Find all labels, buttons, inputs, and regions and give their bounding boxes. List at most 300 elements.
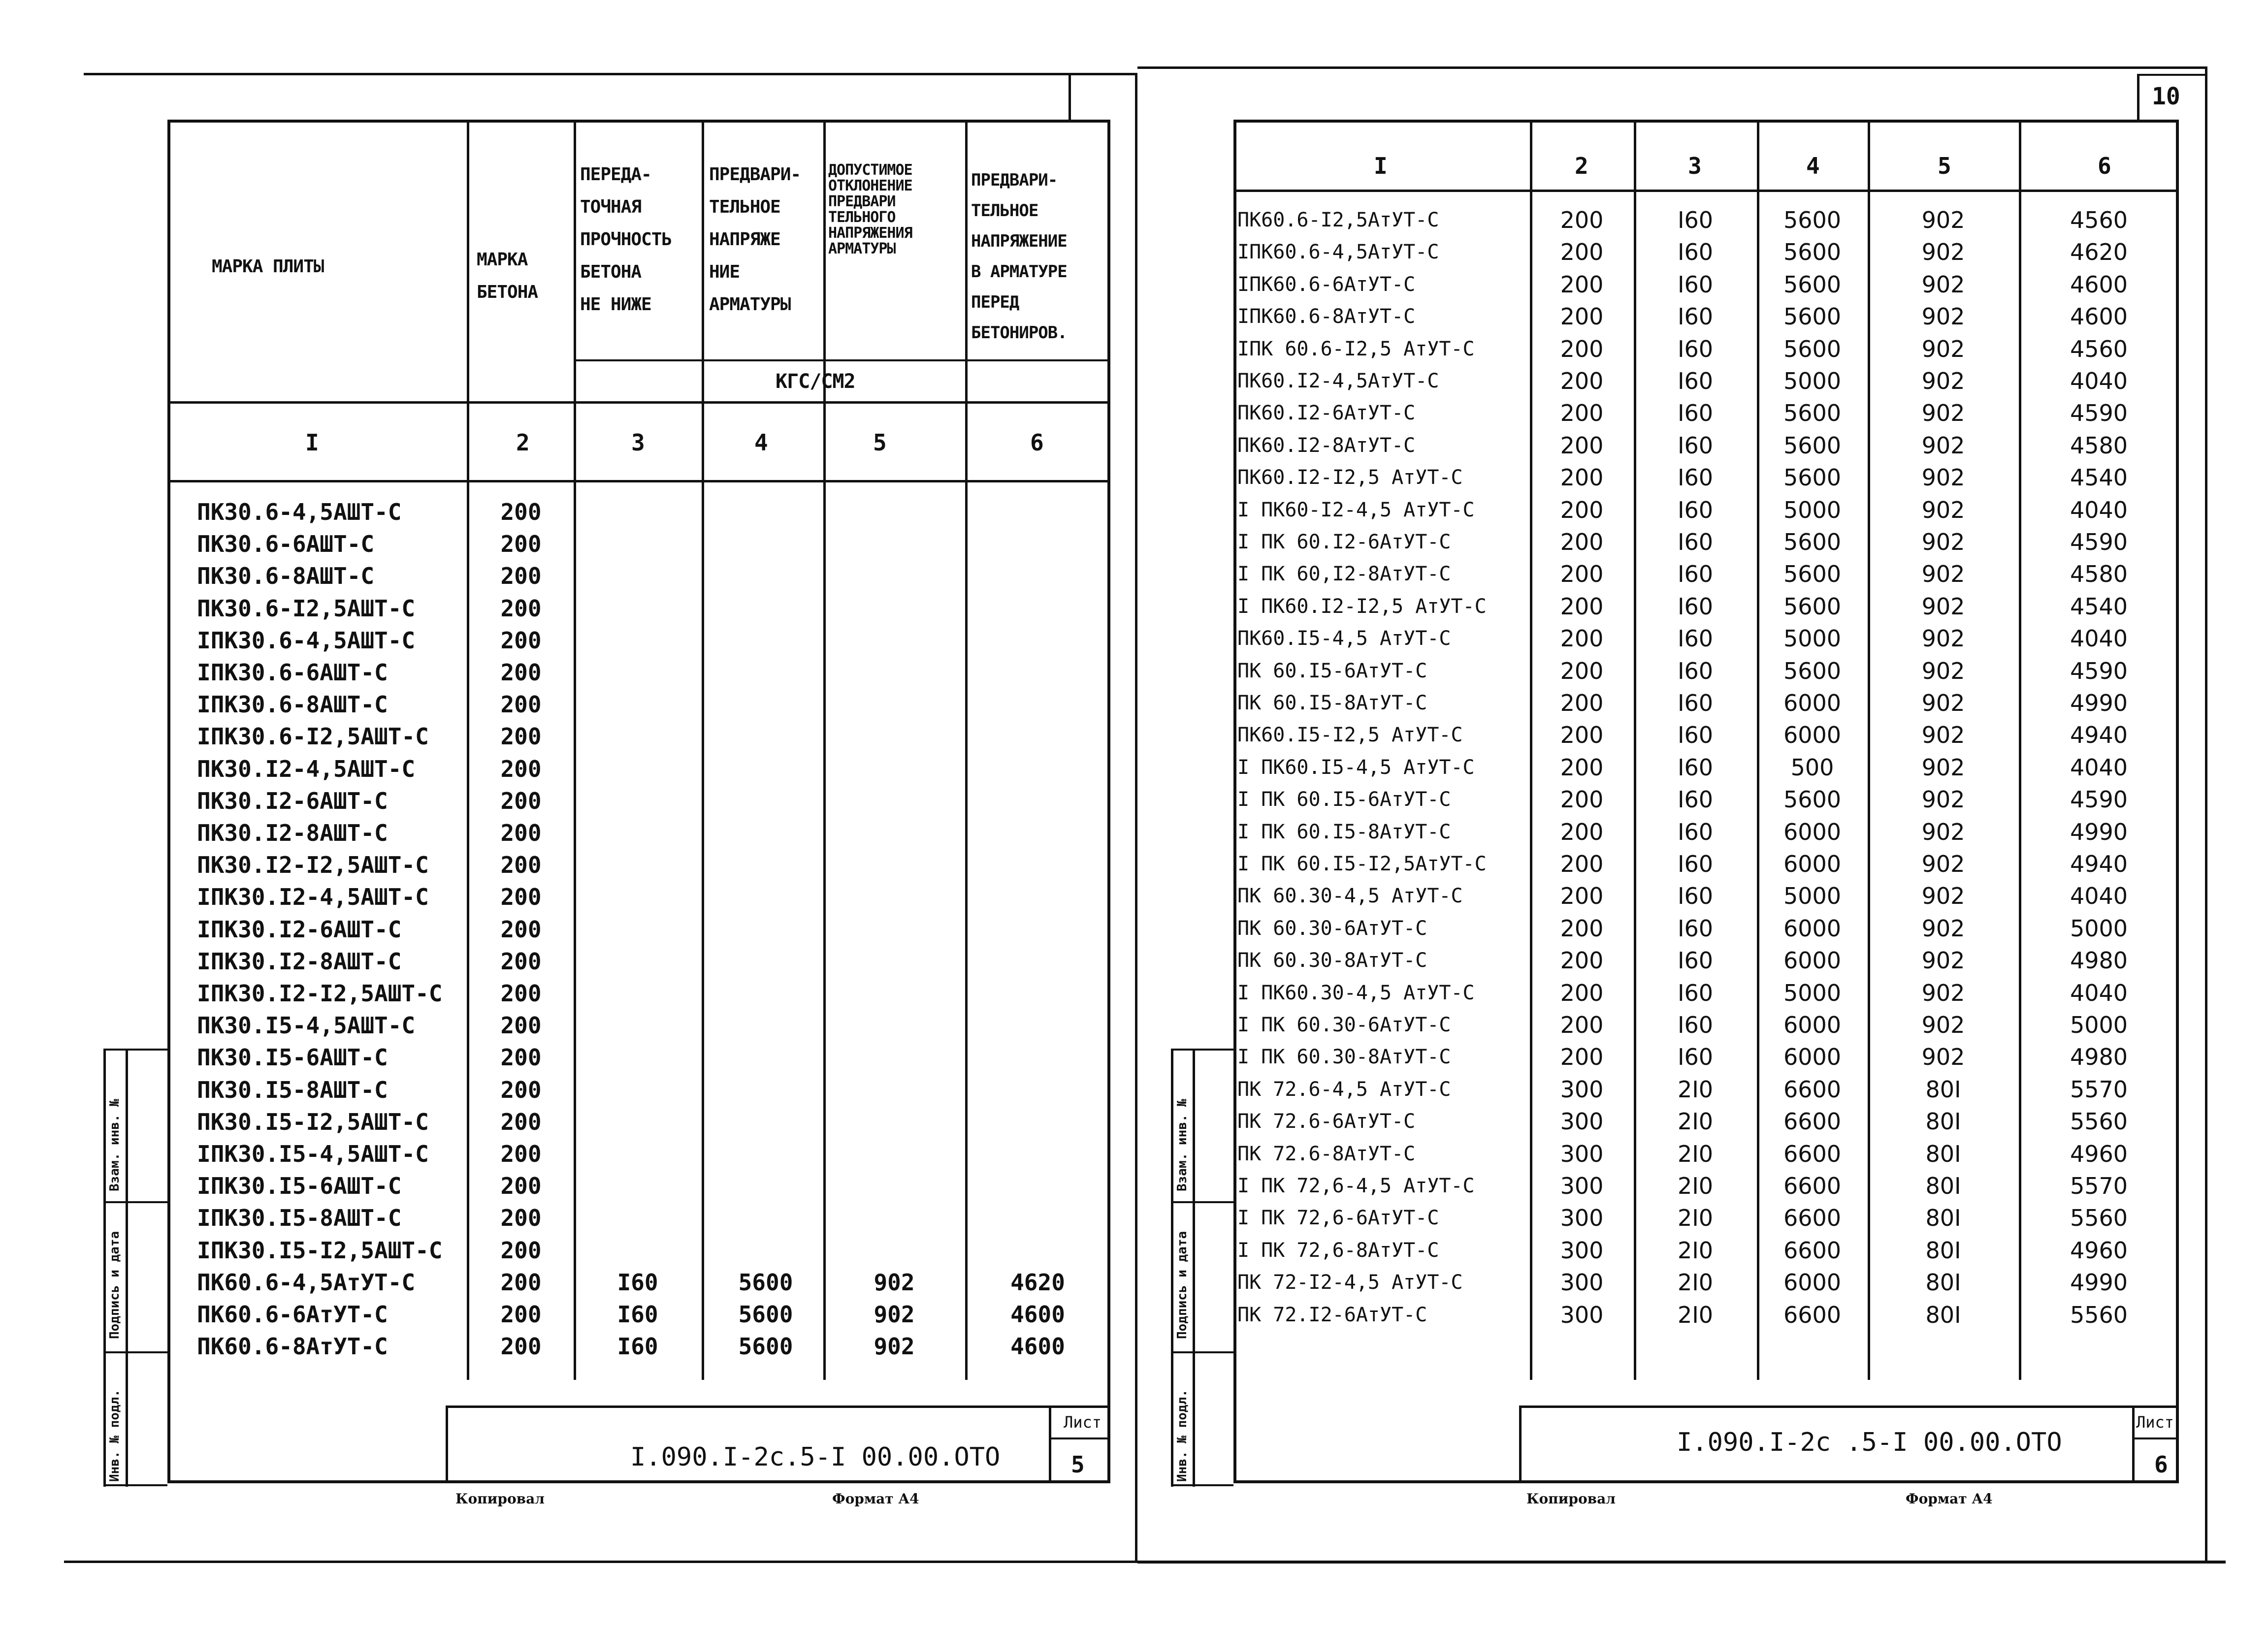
cell-value-col-2: 200	[500, 531, 542, 558]
cell-plate-mark: I ПК 60.I2-6АтУТ-С	[1237, 531, 1451, 553]
table-row	[1233, 913, 2179, 945]
cell-plate-mark: I ПК 60.I5-6АтУТ-С	[1237, 788, 1451, 811]
cell-value-col-3: I60	[1677, 947, 1714, 974]
cell-value-col-4: 5600	[1783, 271, 1842, 298]
cell-value-col-4: 5000	[1783, 979, 1842, 1006]
cell-value-col-2: 300	[1560, 1301, 1604, 1328]
cell-value-col-5: 80I	[1925, 1301, 1961, 1328]
header-plate-mark: МАРКА ПЛИТЫ	[212, 256, 324, 277]
cell-plate-mark: IПК30.I5-I2,5АШТ-С	[197, 1237, 443, 1264]
cell-plate-mark: ПК30.I2-8АШТ-С	[197, 820, 388, 846]
cell-plate-mark: ПК30.6-6АШТ-С	[197, 531, 375, 558]
cell-value-col-5: 902	[874, 1301, 915, 1328]
table-row	[167, 1074, 1110, 1106]
cell-value-col-4: 6000	[1783, 690, 1842, 716]
cell-value-col-3: I60	[1677, 561, 1714, 588]
left-stamp-code: I.090.I-2с.5-I 00.00.ОТО	[630, 1442, 1001, 1472]
cell-value-col-4: 5600	[1783, 561, 1842, 588]
cell-value-col-4: 5600	[1783, 464, 1842, 491]
cell-value-col-5: 902	[1921, 754, 1965, 781]
table-row	[1233, 1170, 2179, 1202]
cell-value-col-3: I60	[1677, 432, 1714, 459]
cell-value-col-3: I60	[1677, 754, 1714, 781]
cell-value-col-6: 4040	[2070, 496, 2128, 523]
cell-value-col-6: 4600	[1010, 1301, 1065, 1328]
header-allowable-deviation: ДОПУСТИМОЕ ОТКЛОНЕНИЕ ПРЕДВАРИ ТЕЛЬНОГО НАПРЯЖЕНИЯ АРМАТУРЫ	[828, 161, 912, 257]
cell-value-col-2: 200	[1560, 690, 1604, 716]
table-row	[1233, 1041, 2179, 1073]
cell-plate-mark: I ПК 60.I5-8АтУТ-С	[1237, 820, 1451, 843]
table-row	[167, 1010, 1110, 1042]
cell-plate-mark: IПК30.6-8АШТ-С	[197, 691, 388, 718]
cell-value-col-3: I60	[1677, 335, 1714, 362]
cell-value-col-6: 4040	[2070, 625, 2128, 652]
cell-value-col-3: 2I0	[1677, 1205, 1714, 1232]
cell-plate-mark: ПК 72-I2-4,5 АтУТ-С	[1237, 1271, 1463, 1294]
table-row	[1233, 462, 2179, 494]
cell-value-col-4: 5600	[738, 1301, 793, 1328]
cell-value-col-2: 200	[500, 1205, 542, 1232]
cell-plate-mark: I ПК 60.30-6АтУТ-С	[1237, 1014, 1451, 1036]
cell-value-col-6: 5570	[2070, 1173, 2128, 1199]
cell-value-col-2: 200	[1560, 625, 1604, 652]
table-row	[1233, 623, 2179, 655]
right-side-label-replace-inv: Взам. инв. №	[1175, 1099, 1190, 1191]
cell-value-col-3: I60	[1677, 657, 1714, 684]
table-row	[1233, 526, 2179, 558]
right-table-body	[1233, 204, 2179, 1337]
cell-value-col-6: 5560	[2070, 1108, 2128, 1135]
cell-plate-mark: ПК60.6-6АтУТ-С	[197, 1301, 388, 1328]
cell-plate-mark: IПК30.I5-8АШТ-С	[197, 1205, 402, 1232]
right-stamp-code: I.090.I-2с .5-I 00.00.ОТО	[1677, 1428, 2062, 1457]
cell-value-col-6: 4940	[2070, 722, 2128, 749]
cell-value-col-2: 200	[500, 755, 542, 782]
table-row	[1233, 430, 2179, 462]
table-row	[167, 817, 1110, 849]
table-row	[1233, 333, 2179, 365]
cell-value-col-3: I60	[1677, 690, 1714, 716]
cell-value-col-2: 300	[1560, 1108, 1604, 1135]
cell-plate-mark: IПК30.6-6АШТ-С	[197, 659, 388, 686]
cell-value-col-4: 6600	[1783, 1076, 1842, 1103]
cell-value-col-5: 902	[1921, 979, 1965, 1006]
cell-plate-mark: ПК 60.30-8АтУТ-С	[1237, 949, 1427, 972]
right-colnum-3: 3	[1688, 153, 1702, 179]
table-row	[1233, 977, 2179, 1009]
table-row	[167, 528, 1110, 560]
cell-value-col-2: 200	[1560, 593, 1604, 620]
table-row	[167, 657, 1110, 689]
cell-value-col-5: 80I	[1925, 1205, 1961, 1232]
cell-value-col-3: I60	[1677, 271, 1714, 298]
cell-plate-mark: ПК60.I2-8АтУТ-С	[1237, 434, 1416, 457]
right-footer-copied: Копировал	[1526, 1491, 1616, 1507]
cell-value-col-2: 200	[1560, 851, 1604, 877]
table-row	[1233, 301, 2179, 333]
cell-value-col-5: 902	[1921, 625, 1965, 652]
cell-value-col-6: 4590	[2070, 400, 2128, 427]
cell-value-col-4: 5600	[1783, 657, 1842, 684]
cell-value-col-2: 200	[500, 627, 542, 654]
cell-value-col-3: I60	[1677, 883, 1714, 910]
cell-value-col-2: 200	[1560, 786, 1604, 813]
left-colnum-1: I	[305, 429, 319, 456]
cell-value-col-5: 902	[1921, 464, 1965, 491]
cell-value-col-2: 200	[500, 884, 542, 911]
cell-value-col-4: 6600	[1783, 1140, 1842, 1167]
left-colnum-6: 6	[1030, 429, 1044, 456]
cell-value-col-6: 4600	[2070, 303, 2128, 330]
cell-value-col-2: 200	[500, 1269, 542, 1296]
cell-value-col-3: I60	[617, 1301, 658, 1328]
cell-value-col-5: 902	[874, 1333, 915, 1360]
cell-value-col-5: 902	[1921, 529, 1965, 555]
cell-value-col-3: I60	[1677, 786, 1714, 813]
cell-value-col-4: 6000	[1783, 722, 1842, 749]
cell-plate-mark: ПК60.6-I2,5АтУТ-С	[1237, 209, 1439, 231]
cell-value-col-6: 5560	[2070, 1301, 2128, 1328]
cell-value-col-2: 200	[1560, 239, 1604, 266]
header-transfer-strength: ПЕРЕДА- ТОЧНАЯ ПРОЧНОСТЬ БЕТОНА НЕ НИЖЕ	[580, 164, 672, 315]
table-row	[1233, 655, 2179, 687]
cell-plate-mark: ПК60.I2-I2,5 АтУТ-С	[1237, 466, 1463, 489]
table-row	[167, 625, 1110, 657]
cell-value-col-4: 500	[1790, 754, 1834, 781]
left-colnum-2: 2	[516, 429, 530, 456]
cell-value-col-6: 4990	[2070, 690, 2128, 716]
cell-value-col-3: I60	[1677, 593, 1714, 620]
cell-value-col-2: 200	[500, 1173, 542, 1200]
cell-plate-mark: ПК 72.I2-6АтУТ-С	[1237, 1303, 1427, 1326]
table-row	[167, 593, 1110, 625]
cell-value-col-2: 200	[1560, 207, 1604, 233]
cell-value-col-3: I60	[1677, 368, 1714, 394]
cell-value-col-2: 200	[500, 1076, 542, 1103]
cell-value-col-5: 902	[1921, 883, 1965, 910]
table-row	[167, 1267, 1110, 1299]
table-row	[167, 560, 1110, 592]
cell-value-col-5: 902	[1921, 335, 1965, 362]
cell-plate-mark: IПК 60.6-I2,5 АтУТ-С	[1237, 337, 1475, 360]
cell-value-col-6: 4540	[2070, 464, 2128, 491]
cell-value-col-3: I60	[1677, 207, 1714, 233]
table-row	[1233, 494, 2179, 526]
cell-value-col-5: 902	[1921, 593, 1965, 620]
right-sheet-number: 6	[2154, 1451, 2168, 1478]
cell-plate-mark: ПК 60.30-4,5 АтУТ-С	[1237, 885, 1463, 908]
cell-value-col-5: 902	[1921, 368, 1965, 394]
cell-value-col-5: 902	[1921, 947, 1965, 974]
cell-value-col-5: 902	[1921, 400, 1965, 427]
table-row	[1233, 1235, 2179, 1267]
cell-plate-mark: IПК30.I2-I2,5АШТ-С	[197, 980, 443, 1007]
cell-plate-mark: ПК60.I2-4,5АтУТ-С	[1237, 370, 1439, 392]
cell-value-col-3: I60	[1677, 303, 1714, 330]
table-row	[1233, 1138, 2179, 1170]
cell-value-col-6: 4990	[2070, 818, 2128, 845]
cell-value-col-2: 200	[500, 1301, 542, 1328]
cell-value-col-2: 200	[1560, 979, 1604, 1006]
cell-value-col-2: 200	[1560, 400, 1604, 427]
cell-value-col-5: 902	[874, 1269, 915, 1296]
cell-plate-mark: IПК60.6-6АтУТ-С	[1237, 273, 1416, 296]
cell-value-col-5: 80I	[1925, 1173, 1961, 1199]
left-colnum-4: 4	[754, 429, 768, 456]
cell-value-col-2: 200	[500, 1333, 542, 1360]
table-row	[1233, 880, 2179, 912]
cell-value-col-4: 6600	[1783, 1237, 1842, 1264]
cell-value-col-2: 200	[500, 820, 542, 846]
cell-plate-mark: I ПК60.30-4,5 АтУТ-С	[1237, 981, 1475, 1004]
cell-value-col-3: 2I0	[1677, 1301, 1714, 1328]
cell-value-col-2: 200	[1560, 561, 1604, 588]
cell-value-col-3: I60	[1677, 979, 1714, 1006]
cell-value-col-2: 200	[500, 787, 542, 814]
cell-plate-mark: ПК 60.I5-8АтУТ-С	[1237, 692, 1427, 714]
cell-value-col-2: 200	[500, 1237, 542, 1264]
table-row	[1233, 752, 2179, 784]
table-row	[167, 1331, 1110, 1363]
page-number: 10	[2152, 83, 2180, 110]
cell-value-col-4: 5000	[1783, 496, 1842, 523]
table-row	[167, 1235, 1110, 1267]
cell-value-col-2: 200	[500, 563, 542, 590]
cell-plate-mark: ПК30.I5-4,5АШТ-С	[197, 1012, 416, 1039]
cell-value-col-2: 200	[1560, 883, 1604, 910]
cell-value-col-4: 5600	[1783, 593, 1842, 620]
table-row	[1233, 236, 2179, 268]
cell-value-col-5: 902	[1921, 690, 1965, 716]
cell-plate-mark: IПК30.I2-8АШТ-С	[197, 948, 402, 975]
cell-value-col-2: 200	[500, 499, 542, 525]
cell-value-col-4: 5600	[1783, 786, 1842, 813]
cell-value-col-3: 2I0	[1677, 1140, 1714, 1167]
cell-plate-mark: IПК30.I2-6АШТ-С	[197, 916, 402, 943]
cell-value-col-4: 5600	[738, 1333, 793, 1360]
table-row	[167, 496, 1110, 528]
table-row	[167, 689, 1110, 721]
table-row	[167, 1170, 1110, 1202]
table-row	[1233, 1299, 2179, 1331]
right-footer-format: Формат А4	[1906, 1491, 1993, 1507]
cell-value-col-2: 200	[1560, 432, 1604, 459]
cell-value-col-5: 902	[1921, 915, 1965, 942]
cell-value-col-2: 200	[1560, 915, 1604, 942]
cell-value-col-5: 902	[1921, 561, 1965, 588]
cell-value-col-6: 4040	[2070, 368, 2128, 394]
cell-value-col-6: 4940	[2070, 851, 2128, 877]
table-row	[1233, 204, 2179, 236]
header-concrete-grade: МАРКА БЕТОНА	[477, 250, 538, 302]
cell-value-col-6: 4980	[2070, 1044, 2128, 1071]
cell-value-col-6: 4580	[2070, 561, 2128, 588]
cell-plate-mark: IПК60.6-8АтУТ-С	[1237, 305, 1416, 328]
cell-value-col-2: 200	[500, 723, 542, 750]
cell-plate-mark: I ПК 60.30-8АтУТ-С	[1237, 1046, 1451, 1069]
header-unit: КГС/СМ2	[776, 370, 855, 393]
cell-value-col-2: 200	[1560, 335, 1604, 362]
cell-value-col-4: 6600	[1783, 1108, 1842, 1135]
table-row	[167, 978, 1110, 1010]
cell-value-col-3: 2I0	[1677, 1269, 1714, 1296]
cell-plate-mark: ПК 60.I5-6АтУТ-С	[1237, 659, 1427, 682]
cell-value-col-6: 4040	[2070, 979, 2128, 1006]
cell-value-col-6: 5560	[2070, 1205, 2128, 1232]
table-row	[1233, 269, 2179, 301]
right-colnum-6: 6	[2098, 153, 2111, 179]
cell-plate-mark: I ПК60-I2-4,5 АтУТ-С	[1237, 498, 1475, 521]
cell-value-col-4: 5600	[738, 1269, 793, 1296]
cell-value-col-3: I60	[1677, 239, 1714, 266]
cell-plate-mark: ПК30.I5-6АШТ-С	[197, 1044, 388, 1071]
cell-value-col-5: 902	[1921, 657, 1965, 684]
left-sheet-label: Лист	[1064, 1413, 1102, 1432]
cell-value-col-3: I60	[1677, 851, 1714, 877]
cell-value-col-4: 6000	[1783, 1012, 1842, 1038]
right-colnum-2: 2	[1575, 153, 1588, 179]
cell-value-col-2: 200	[1560, 368, 1604, 394]
cell-value-col-2: 300	[1560, 1076, 1604, 1103]
cell-value-col-2: 200	[1560, 722, 1604, 749]
cell-value-col-2: 200	[500, 1044, 542, 1071]
table-row	[1233, 848, 2179, 880]
table-row	[1233, 784, 2179, 816]
cell-value-col-5: 902	[1921, 239, 1965, 266]
right-side-label-signature-date: Подпись и дата	[1175, 1231, 1190, 1339]
right-sheet-label: Лист	[2136, 1413, 2174, 1432]
table-row	[167, 849, 1110, 881]
left-colnum-3: 3	[631, 429, 645, 456]
cell-value-col-5: 80I	[1925, 1076, 1961, 1103]
table-row	[167, 881, 1110, 913]
cell-plate-mark: IПК30.I2-4,5АШТ-С	[197, 884, 429, 911]
cell-plate-mark: I ПК60.I2-I2,5 АтУТ-С	[1237, 595, 1487, 618]
cell-value-col-2: 200	[1560, 529, 1604, 555]
cell-value-col-4: 5600	[1783, 529, 1842, 555]
cell-value-col-6: 4590	[2070, 657, 2128, 684]
cell-value-col-6: 4560	[2070, 207, 2128, 233]
cell-value-col-2: 200	[1560, 947, 1604, 974]
table-row	[167, 1299, 1110, 1331]
cell-value-col-3: I60	[1677, 1044, 1714, 1071]
cell-value-col-5: 902	[1921, 207, 1965, 233]
cell-value-col-5: 80I	[1925, 1140, 1961, 1167]
cell-value-col-6: 4540	[2070, 593, 2128, 620]
cell-plate-mark: IПК30.I5-6АШТ-С	[197, 1173, 402, 1200]
cell-value-col-3: 2I0	[1677, 1237, 1714, 1264]
cell-value-col-6: 4560	[2070, 335, 2128, 362]
table-row	[167, 1042, 1110, 1074]
cell-value-col-5: 902	[1921, 496, 1965, 523]
table-row	[167, 721, 1110, 753]
cell-value-col-6: 4620	[2070, 239, 2128, 266]
cell-plate-mark: ПК30.6-I2,5АШТ-С	[197, 595, 416, 622]
cell-value-col-2: 200	[1560, 271, 1604, 298]
cell-value-col-6: 4960	[2070, 1140, 2128, 1167]
cell-plate-mark: I ПК 72,6-8АтУТ-С	[1237, 1239, 1439, 1262]
cell-value-col-3: I60	[1677, 464, 1714, 491]
table-row	[167, 1106, 1110, 1138]
cell-value-col-3: 2I0	[1677, 1173, 1714, 1199]
cell-value-col-5: 902	[1921, 1012, 1965, 1038]
cell-value-col-5: 902	[1921, 432, 1965, 459]
cell-value-col-4: 6600	[1783, 1173, 1842, 1199]
cell-value-col-4: 5600	[1783, 207, 1842, 233]
cell-value-col-3: I60	[617, 1333, 658, 1360]
cell-value-col-4: 6000	[1783, 915, 1842, 942]
cell-plate-mark: ПК30.I2-6АШТ-С	[197, 787, 388, 814]
table-row	[1233, 719, 2179, 751]
cell-value-col-4: 6000	[1783, 947, 1842, 974]
cell-plate-mark: IПК30.I5-4,5АШТ-С	[197, 1141, 429, 1167]
right-colnum-4: 4	[1806, 153, 1820, 179]
cell-value-col-6: 4590	[2070, 786, 2128, 813]
cell-plate-mark: ПК30.6-4,5АШТ-С	[197, 499, 402, 525]
left-footer-copied: Копировал	[455, 1491, 545, 1507]
cell-plate-mark: ПК60.I2-6АтУТ-С	[1237, 402, 1416, 425]
cell-value-col-2: 200	[1560, 1044, 1604, 1071]
cell-plate-mark: IПК30.6-4,5АШТ-С	[197, 627, 416, 654]
table-row	[1233, 365, 2179, 397]
cell-plate-mark: I ПК 60.I5-I2,5АтУТ-С	[1237, 853, 1487, 875]
table-row	[1233, 1074, 2179, 1106]
cell-value-col-2: 200	[500, 980, 542, 1007]
cell-value-col-2: 200	[1560, 1012, 1604, 1038]
cell-value-col-2: 300	[1560, 1140, 1604, 1167]
cell-plate-mark: ПК30.I5-8АШТ-С	[197, 1076, 388, 1103]
cell-value-col-4: 5600	[1783, 335, 1842, 362]
cell-value-col-2: 200	[1560, 464, 1604, 491]
cell-value-col-6: 4040	[2070, 883, 2128, 910]
cell-value-col-3: I60	[1677, 529, 1714, 555]
cell-plate-mark: ПК 72.6-6АтУТ-С	[1237, 1110, 1416, 1133]
cell-value-col-5: 80I	[1925, 1108, 1961, 1135]
cell-value-col-5: 902	[1921, 786, 1965, 813]
cell-value-col-2: 200	[500, 691, 542, 718]
cell-plate-mark: I ПК 72,6-6АтУТ-С	[1237, 1207, 1439, 1230]
cell-value-col-4: 5000	[1783, 883, 1842, 910]
cell-value-col-3: I60	[1677, 915, 1714, 942]
cell-value-col-2: 300	[1560, 1269, 1604, 1296]
cell-value-col-5: 902	[1921, 818, 1965, 845]
cell-plate-mark: ПК 72.6-8АтУТ-С	[1237, 1142, 1416, 1165]
cell-value-col-2: 200	[1560, 657, 1604, 684]
cell-value-col-5: 80I	[1925, 1269, 1961, 1296]
header-prestress: ПРЕДВАРИ- ТЕЛЬНОЕ НАПРЯЖЕ НИЕ АРМАТУРЫ	[709, 164, 801, 315]
left-side-label-signature-date: Подпись и дата	[107, 1231, 122, 1339]
table-row	[1233, 945, 2179, 977]
cell-value-col-2: 200	[500, 1108, 542, 1135]
cell-plate-mark: IПК60.6-4,5АтУТ-С	[1237, 241, 1439, 264]
cell-value-col-4: 5600	[1783, 400, 1842, 427]
cell-value-col-2: 200	[500, 852, 542, 879]
cell-plate-mark: ПК 60.30-6АтУТ-С	[1237, 917, 1427, 940]
left-footer-format: Формат А4	[832, 1491, 919, 1507]
cell-value-col-4: 6000	[1783, 1044, 1842, 1071]
cell-plate-mark: I ПК 60,I2-8АтУТ-С	[1237, 563, 1451, 586]
cell-value-col-4: 6000	[1783, 851, 1842, 877]
cell-plate-mark: ПК30.I2-4,5АШТ-С	[197, 755, 416, 782]
cell-value-col-2: 200	[500, 1141, 542, 1167]
right-side-label-inv-original: Инв. № подл.	[1175, 1389, 1190, 1482]
cell-value-col-4: 5600	[1783, 303, 1842, 330]
cell-value-col-6: 4620	[1010, 1269, 1065, 1296]
cell-value-col-2: 200	[500, 1012, 542, 1039]
cell-value-col-2: 200	[500, 659, 542, 686]
cell-value-col-3: I60	[1677, 1012, 1714, 1038]
cell-plate-mark: ПК30.6-8АШТ-С	[197, 563, 375, 590]
